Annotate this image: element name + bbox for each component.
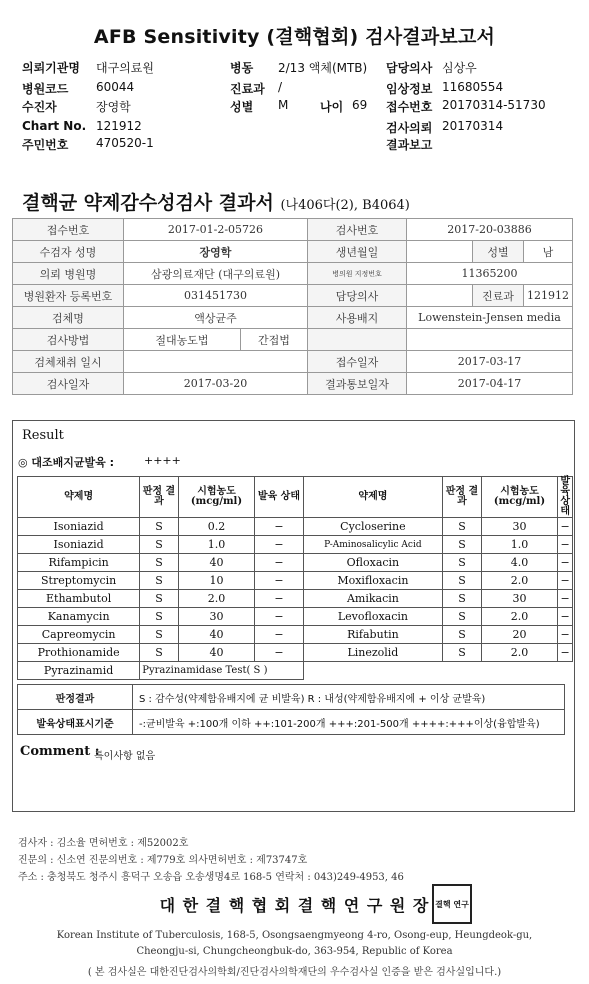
drug-row	[18, 572, 573, 590]
patient-info-table	[12, 218, 573, 395]
drug-row	[18, 644, 573, 662]
info-cell: 031451730	[124, 285, 308, 307]
ward-label: 병동	[230, 61, 254, 75]
info-cell	[407, 241, 473, 263]
footer-line3: 주소 : 충청북도 청주시 흥덕구 오송읍 오송생명4로 168-5 연락처 : 043)249-4953, 46	[18, 872, 404, 883]
drug-concentration: 30	[481, 590, 558, 608]
drug-name: Cycloserine	[303, 518, 443, 536]
colony-value: ++++	[144, 454, 181, 467]
pyrazinamid-value: Pyrazinamidase Test( S )	[140, 662, 303, 680]
info-cell: 검체채취 일시	[13, 351, 124, 373]
footer-line2: 진문의 : 신소연 진문의번호 : 제779호 의사면허번호 : 제73747호	[18, 855, 308, 866]
ward-value: 2/13 액체(MTB)	[278, 61, 368, 75]
drug-concentration: 2.0	[481, 644, 558, 662]
col-conc: 시험농도 (mcg/ml)	[178, 477, 255, 518]
drug-growth: −	[558, 590, 573, 608]
legend-growth-text: -:균비발육 +:100개 이하 ++:101-200개 +++:201-500개 ++++:+++이상(융합발육)	[133, 710, 565, 735]
legend-table	[17, 684, 565, 735]
drug-growth: −	[255, 644, 303, 662]
drug-name: Ethambutol	[18, 590, 140, 608]
drug-row	[18, 590, 573, 608]
drug-concentration: 1.0	[481, 536, 558, 554]
drug-name: Isoniazid	[18, 518, 140, 536]
drug-result: S	[140, 572, 178, 590]
request-value: 20170314	[442, 119, 504, 133]
info-cell: Lowenstein-Jensen media	[407, 307, 573, 329]
hospital-label: 의뢰기관명	[22, 61, 80, 75]
pyrazinamid-label: Pyrazinamid	[18, 662, 140, 680]
drug-name: Ofloxacin	[303, 554, 443, 572]
drug-growth: −	[255, 608, 303, 626]
drug-concentration: 2.0	[178, 590, 255, 608]
drug-growth: −	[558, 518, 573, 536]
drug-concentration: 2.0	[481, 608, 558, 626]
drug-concentration: 40	[178, 644, 255, 662]
sex-label: 성별	[230, 100, 254, 114]
age-value: 69	[352, 98, 368, 112]
drug-growth: −	[558, 644, 573, 662]
info-cell: 사용배지	[308, 307, 407, 329]
drug-name: Kanamycin	[18, 608, 140, 626]
drug-result: S	[443, 554, 481, 572]
drug-growth: −	[255, 518, 303, 536]
drug-result: S	[443, 608, 481, 626]
drug-concentration: 10	[178, 572, 255, 590]
info-cell: 2017-03-17	[407, 351, 573, 373]
doctor-value: 심상우	[442, 61, 477, 75]
info-cell: 검사번호	[308, 219, 407, 241]
colony-label: ◎ 대조배지균발육 :	[18, 456, 115, 469]
drug-result: S	[443, 518, 481, 536]
info-cell: 담당의사	[308, 285, 407, 307]
drug-row	[18, 536, 573, 554]
info-cell: 수검자 성명	[13, 241, 124, 263]
drug-name: Rifampicin	[18, 554, 140, 572]
drug-concentration: 40	[178, 554, 255, 572]
drug-name: P-Aminosalicylic Acid	[303, 536, 443, 554]
col-growth: 발육 상태	[255, 477, 303, 518]
col-conc: 시험농도 (mcg/ml)	[481, 477, 558, 518]
result-label: Result	[22, 428, 64, 443]
col-result: 판정 결과	[140, 477, 178, 518]
patient-value: 장영학	[96, 100, 131, 114]
legend-judgement-label: 판정결과	[18, 685, 133, 710]
legend-judgement-text: S : 감수성(약제함유배지에 균 비발육) R : 내성(약제함유배지에 + 이상 균발육)	[133, 685, 565, 710]
chart-value: 121912	[96, 119, 142, 133]
drug-growth: −	[255, 626, 303, 644]
official-seal: 결핵 연구	[432, 884, 472, 924]
drug-concentration: 30	[481, 518, 558, 536]
address-en-1: Korean Institute of Tuberculosis, 168-5, Osongsaengmyeong 4-ro, Osong-eup, Heungdeok-gu,	[56, 930, 533, 941]
drug-row	[18, 626, 573, 644]
receipt-value: 20170314-51730	[442, 98, 546, 112]
drug-row	[18, 554, 573, 572]
drug-name: Levofloxacin	[303, 608, 443, 626]
address-en-2: Cheongju-si, Chungcheongbuk-do, 363-954, Republic of Korea	[136, 946, 453, 957]
info-cell: 진료과	[473, 285, 524, 307]
drug-growth: −	[558, 608, 573, 626]
comment-value: 특이사항 없음	[94, 751, 156, 762]
drug-result: S	[443, 590, 481, 608]
drug-result: S	[140, 644, 178, 662]
drug-result: S	[443, 644, 481, 662]
info-cell: 남	[524, 241, 573, 263]
col-drug: 약제명	[18, 477, 140, 518]
drug-growth: −	[255, 554, 303, 572]
form-title-code: (나406다(2), B4064)	[280, 198, 410, 213]
drug-name: Streptomycin	[18, 572, 140, 590]
clinical-label: 임상정보	[386, 82, 433, 96]
certification-note: ( 본 검사실은 대한진단검사의학회/진단검사의학재단의 우수검사실 인증을 받은 검사실입니다.)	[87, 967, 502, 978]
drug-growth: −	[255, 536, 303, 554]
drug-growth: −	[558, 536, 573, 554]
legend-growth-label: 발육상태표시기준	[18, 710, 133, 735]
drug-result: S	[443, 536, 481, 554]
drug-growth: −	[558, 626, 573, 644]
drug-concentration: 30	[178, 608, 255, 626]
info-cell: 검체명	[13, 307, 124, 329]
info-cell	[407, 329, 573, 351]
info-cell: 121912	[524, 285, 573, 307]
drug-table	[17, 476, 573, 680]
receipt-label: 접수번호	[386, 100, 433, 114]
age-label: 나이	[320, 100, 344, 114]
drug-growth: −	[558, 572, 573, 590]
drug-name: Capreomycin	[18, 626, 140, 644]
info-cell: 절대농도법	[124, 329, 241, 351]
info-cell: 검사방법	[13, 329, 124, 351]
drug-result: S	[140, 554, 178, 572]
drug-growth: −	[255, 590, 303, 608]
drug-result: S	[443, 572, 481, 590]
info-cell: 2017-04-17	[407, 373, 573, 395]
drug-result: S	[140, 608, 178, 626]
info-cell: 액상균주	[124, 307, 308, 329]
info-cell: 11365200	[407, 263, 573, 285]
info-cell: 생년월일	[308, 241, 407, 263]
drug-concentration: 4.0	[481, 554, 558, 572]
info-cell: 병원환자 등록번호	[13, 285, 124, 307]
sex-value: M	[278, 98, 289, 112]
doctor-label: 담당의사	[386, 61, 433, 75]
info-cell: 2017-03-20	[124, 373, 308, 395]
hospital-value: 대구의료원	[96, 61, 154, 75]
info-cell	[407, 285, 473, 307]
drug-concentration: 0.2	[178, 518, 255, 536]
info-cell: 검사일자	[13, 373, 124, 395]
drug-name: Rifabutin	[303, 626, 443, 644]
patient-label: 수진자	[22, 100, 57, 114]
drug-name: Amikacin	[303, 590, 443, 608]
drug-row	[18, 518, 573, 536]
drug-name: Prothionamide	[18, 644, 140, 662]
info-cell: 접수일자	[308, 351, 407, 373]
drug-result: S	[140, 590, 178, 608]
comment-label: Comment :	[20, 744, 100, 759]
info-cell: 삼광의료재단 (대구의료원)	[124, 263, 308, 285]
form-title-text: 결핵균 약제감수성검사 결과서	[22, 192, 274, 214]
drug-result: S	[140, 518, 178, 536]
info-cell: 장영학	[124, 241, 308, 263]
info-cell: 성별	[473, 241, 524, 263]
drug-growth: −	[255, 572, 303, 590]
result-report-label: 결과보고	[386, 138, 433, 152]
drug-result: S	[140, 626, 178, 644]
info-cell: 2017-01-2-05726	[124, 219, 308, 241]
clinical-value: 11680554	[442, 80, 504, 94]
hosp-code-label: 병원코드	[22, 82, 69, 96]
request-label: 검사의뢰	[386, 121, 433, 135]
footer-line1: 검사자 : 김소율 면허번호 : 제52002호	[18, 838, 189, 849]
report-title: AFB Sensitivity (결핵협회) 검사결과보고서	[93, 26, 496, 48]
drug-growth: −	[558, 554, 573, 572]
col-growth: 발육 상태	[558, 477, 573, 518]
drug-result: S	[140, 536, 178, 554]
dept-label: 진료과	[230, 82, 265, 96]
form-title	[22, 188, 410, 215]
drug-name: Isoniazid	[18, 536, 140, 554]
drug-concentration: 1.0	[178, 536, 255, 554]
drug-concentration: 40	[178, 626, 255, 644]
chart-label: Chart No.	[22, 119, 87, 133]
info-cell: 간접법	[241, 329, 308, 351]
drug-row	[18, 608, 573, 626]
drug-concentration: 20	[481, 626, 558, 644]
info-cell: 결과통보일자	[308, 373, 407, 395]
col-result: 판정 결과	[443, 477, 481, 518]
rrn-label: 주민번호	[22, 138, 69, 152]
drug-name: Linezolid	[303, 644, 443, 662]
dept-value: /	[278, 80, 283, 94]
drug-name: Moxifloxacin	[303, 572, 443, 590]
org-name: 대 한 결 핵 협 회 결 핵 연 구 원 장	[159, 896, 430, 915]
rrn-value: 470520-1	[96, 136, 154, 150]
drug-result: S	[443, 626, 481, 644]
hosp-code-value: 60044	[96, 80, 135, 94]
info-cell	[308, 329, 407, 351]
info-cell: 2017-20-03886	[407, 219, 573, 241]
info-cell	[124, 351, 308, 373]
info-cell: 병의원 지정번호	[308, 263, 407, 285]
info-cell: 접수번호	[13, 219, 124, 241]
info-cell: 의뢰 병원명	[13, 263, 124, 285]
col-drug: 약제명	[303, 477, 443, 518]
drug-concentration: 2.0	[481, 572, 558, 590]
